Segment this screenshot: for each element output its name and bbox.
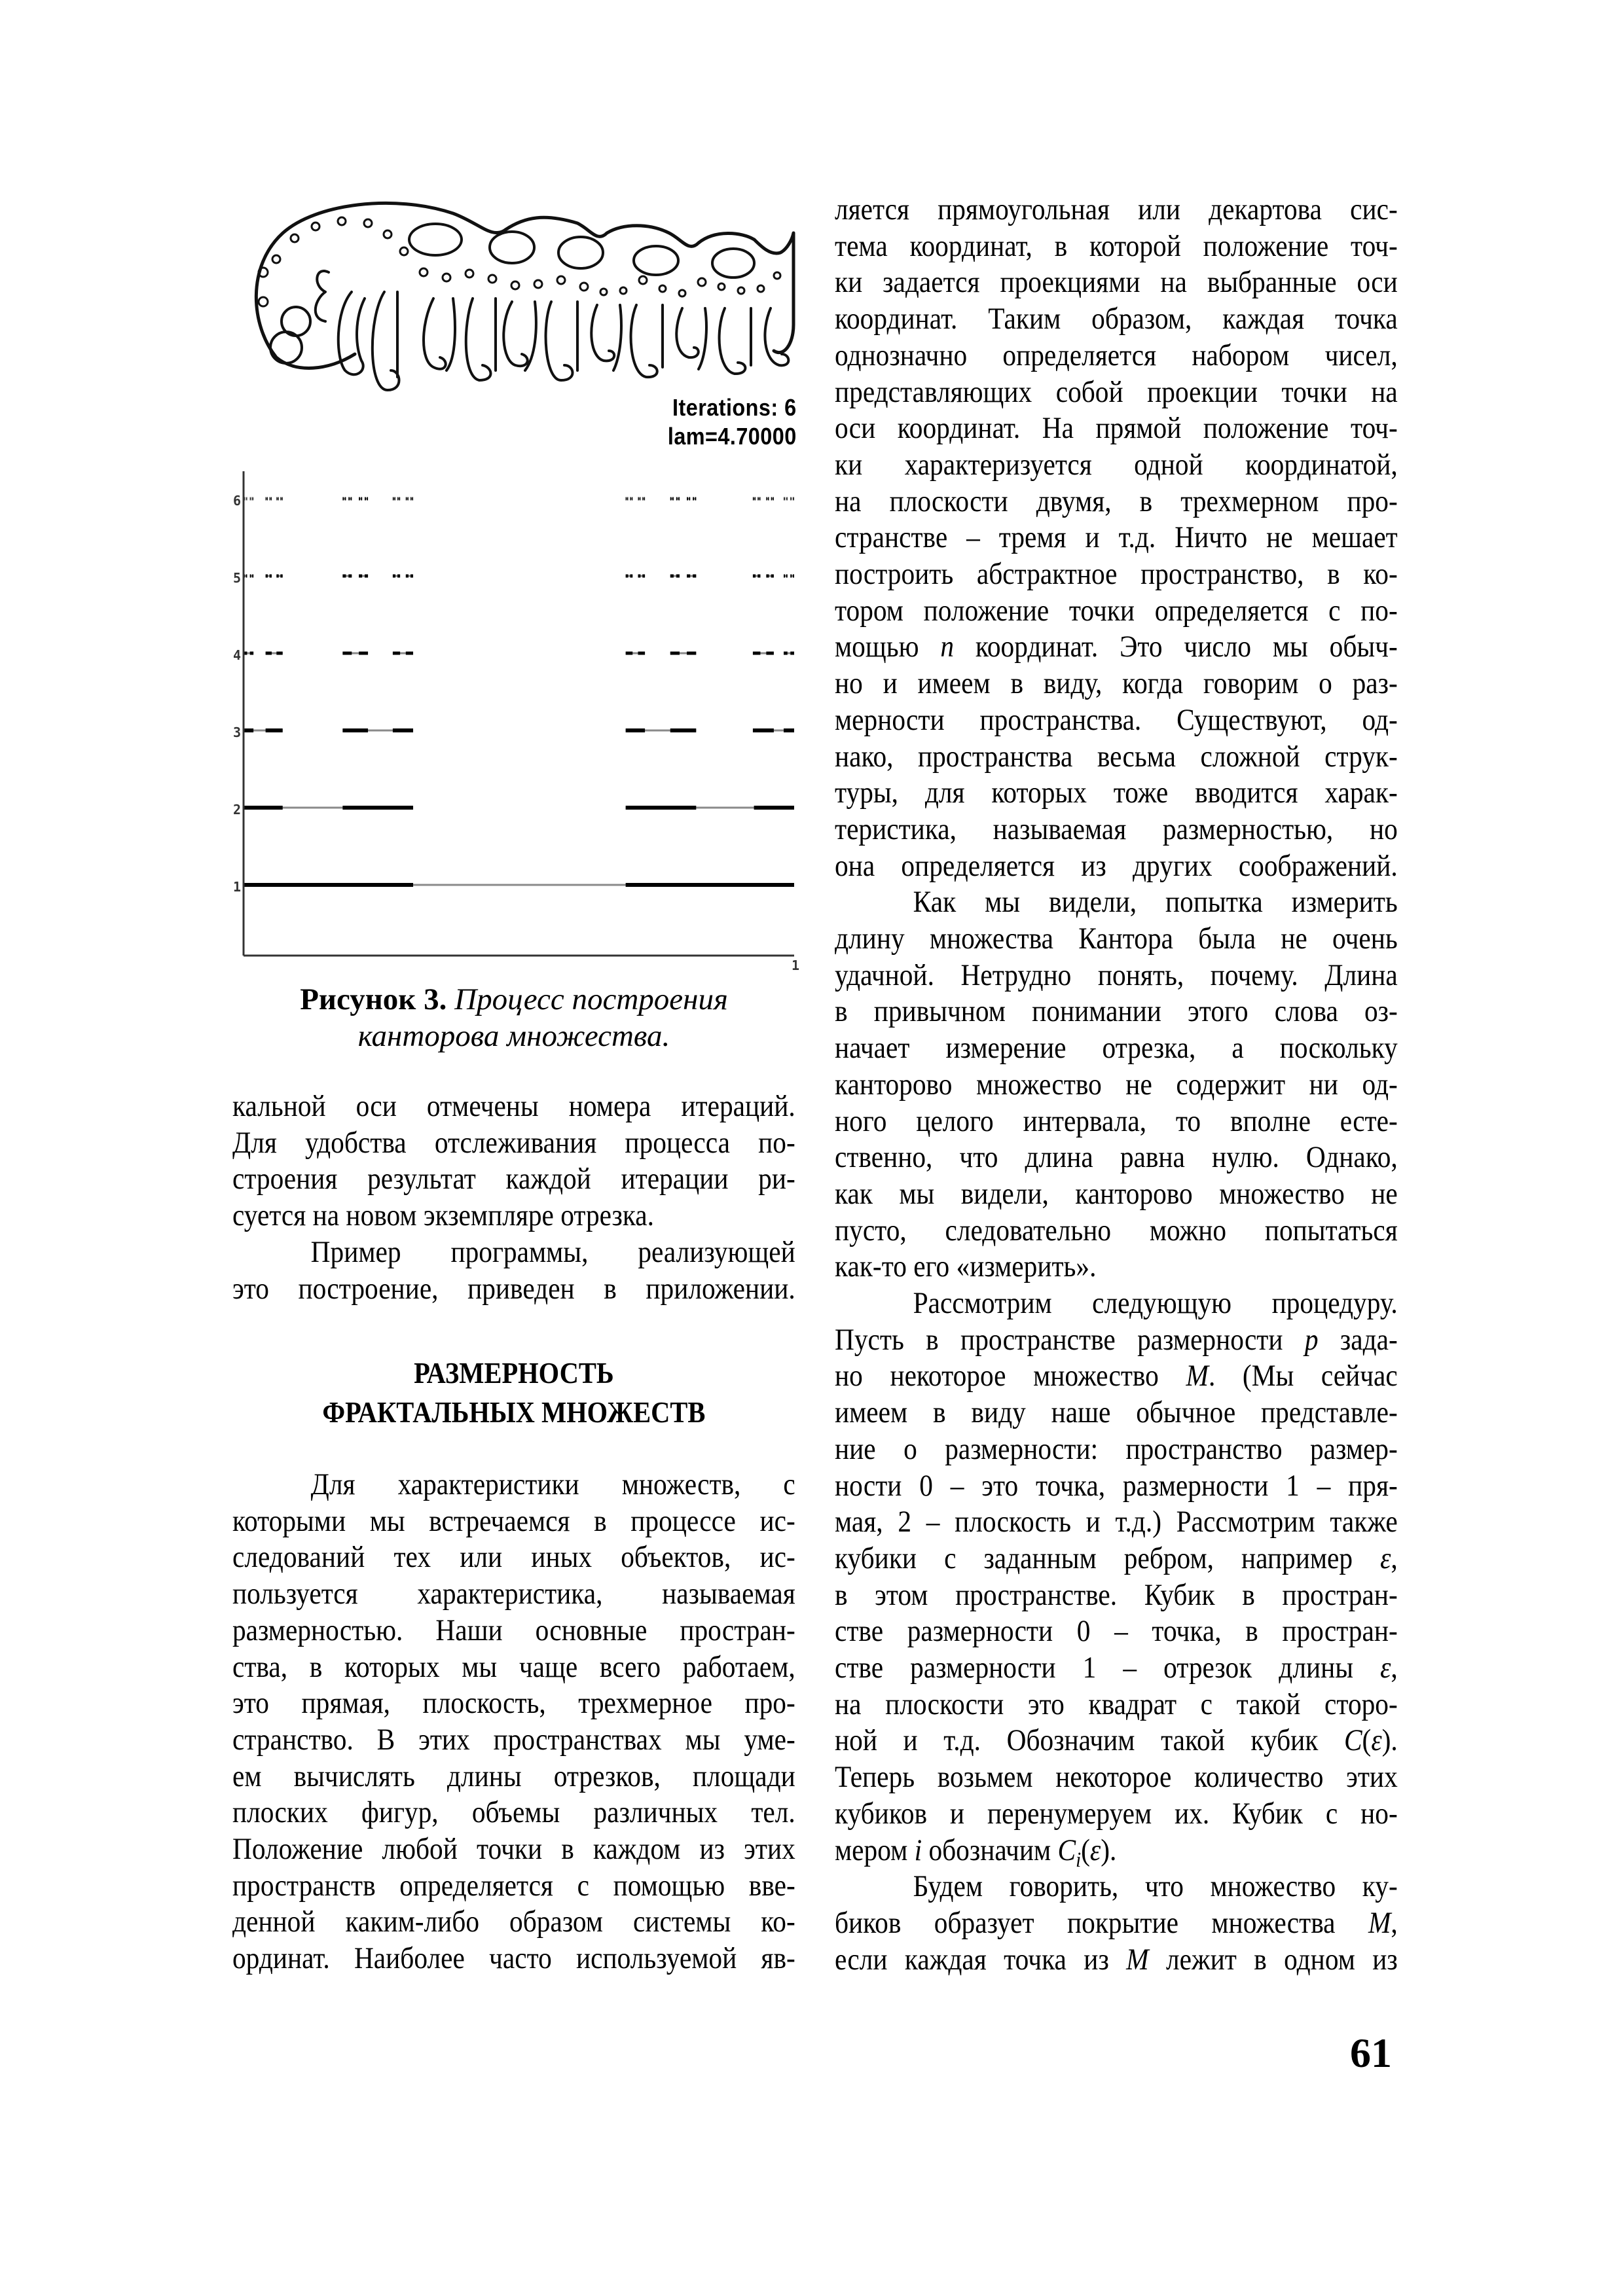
text-line-content <box>835 264 1398 300</box>
text-line-content <box>835 556 1398 592</box>
caption-text-line-2: канторова множества. <box>357 1019 670 1053</box>
text-segment: если каждая точка из <box>835 1942 1127 1977</box>
y-tick-label: 6 <box>233 493 242 509</box>
text-line <box>835 1103 1474 1139</box>
caterpillar-body-rings <box>270 224 754 363</box>
text-segment: ординат. Наиболее часто используемой яв- <box>232 1941 795 1976</box>
caption-text-line-1: Процесс построения <box>454 982 728 1016</box>
text-line-content <box>835 1795 1398 1832</box>
text-line <box>232 1234 872 1270</box>
text-line-content <box>835 1905 1398 1941</box>
text-segment: кальной оси отмечены номера итераций. <box>232 1089 795 1123</box>
text-segment: мая, 2 – плоскость и т.д.) Рассмотрим также <box>835 1505 1398 1539</box>
text-line <box>835 264 1474 300</box>
text-line-content <box>835 1722 1398 1759</box>
text-line <box>835 300 1474 337</box>
text-segment: как-то его «измерить». <box>835 1249 1097 1284</box>
text-segment: Пример программы, реализующей <box>310 1234 795 1269</box>
text-line-content <box>835 228 1398 264</box>
text-line-content <box>835 848 1398 884</box>
text-line <box>835 592 1474 629</box>
text-segment: пространств определяется с помощью вве- <box>232 1868 795 1903</box>
text-segment: строения результат каждой итерации ри- <box>232 1162 795 1196</box>
text-line-content <box>835 1321 1398 1358</box>
text-line <box>232 1160 872 1197</box>
text-line-content <box>232 1088 795 1124</box>
text-segment: координат. Таким образом, каждая точка <box>835 302 1398 336</box>
text-line-content <box>835 1686 1398 1723</box>
text-segment: Положение любой точки в каждом из этих <box>232 1832 795 1866</box>
text-line <box>232 1721 872 1758</box>
text-line-content <box>835 1394 1398 1431</box>
text-segment: ки задается проекциями на выбранные оси <box>835 265 1398 300</box>
text-segment: пусто, следовательно можно попытаться <box>835 1213 1398 1247</box>
text-line <box>835 738 1474 775</box>
caterpillar-body-outline <box>256 203 793 368</box>
math-symbol: ε <box>1089 1833 1101 1867</box>
text-segment: ственно, что длина равна нулю. Однако, <box>835 1140 1398 1175</box>
text-segment: Будем говорить, что множество ку- <box>913 1869 1398 1904</box>
text-segment: оси координат. На прямой положение точ- <box>835 411 1398 446</box>
text-line <box>835 556 1474 592</box>
text-line <box>835 1649 1474 1686</box>
text-segment: это прямая, плоскость, трехмерное про- <box>232 1686 795 1721</box>
math-symbol: ε <box>1371 1723 1382 1758</box>
text-line <box>835 1722 1474 1759</box>
text-line <box>835 702 1474 738</box>
text-line-content <box>835 1649 1398 1686</box>
text-line-content <box>232 1539 795 1575</box>
text-segment: лежит в одном из <box>1148 1942 1398 1977</box>
text-segment: удачной. Нетрудно понять, почему. Длина <box>835 958 1398 992</box>
text-segment: Пусть в пространстве размерности <box>835 1322 1305 1357</box>
text-line <box>835 665 1474 702</box>
text-line <box>835 1321 1474 1358</box>
y-tick-label: 3 <box>233 725 242 740</box>
text-line <box>835 410 1474 446</box>
text-segment: мощью <box>835 630 941 664</box>
text-line <box>835 1248 1474 1285</box>
text-line <box>835 628 1474 665</box>
text-segment: мерности пространства. Существуют, од- <box>835 702 1398 737</box>
text-line <box>835 1759 1474 1795</box>
text-line <box>232 1612 872 1649</box>
text-line-content <box>835 1467 1398 1504</box>
text-line <box>835 1503 1474 1540</box>
text-segment: канторово множество не содержит ни од- <box>835 1067 1398 1102</box>
text-segment: тором положение точки определяется с по- <box>835 593 1398 628</box>
text-line <box>835 1175 1474 1212</box>
text-segment: тема координат, в которой положение точ- <box>835 228 1398 263</box>
text-segment: , <box>1391 1651 1398 1685</box>
text-line <box>232 1685 872 1721</box>
math-symbol: ε <box>1380 1651 1391 1685</box>
text-line <box>835 884 1474 920</box>
text-line-content <box>835 1030 1398 1066</box>
x-tick-label: 1 <box>792 958 800 973</box>
text-line-content <box>835 957 1398 994</box>
tick-labels <box>233 493 799 973</box>
text-segment: ства, в которых мы чаще всего работаем, <box>232 1649 795 1684</box>
text-line-content <box>835 1941 1398 1978</box>
text-line <box>232 1758 872 1795</box>
text-segment: следований тех или иных объектов, ис- <box>232 1540 795 1575</box>
text-line <box>835 848 1474 884</box>
text-line-content <box>835 1285 1398 1321</box>
text-segment: странстве – тремя и т.д. Ничто не мешает <box>835 520 1398 555</box>
text-segment: которыми мы встречаемся в процессе ис- <box>232 1503 795 1538</box>
text-line-content <box>835 1357 1398 1394</box>
text-segment: денной каким-либо образом системы ко- <box>232 1905 795 1939</box>
text-line-content <box>232 1355 795 1391</box>
text-line-content <box>835 884 1398 920</box>
text-segment: ). <box>1381 1723 1398 1758</box>
text-segment: на плоскости это квадрат с такой сторо- <box>835 1687 1398 1721</box>
text-segment: длину множества Кантора была не очень <box>835 922 1398 956</box>
text-line <box>835 228 1474 264</box>
text-line-content <box>835 1503 1398 1540</box>
text-segment: представляющих собой проекции точки на <box>835 374 1398 409</box>
text-segment: ( <box>1362 1723 1372 1758</box>
text-segment: в этом пространстве. Кубик в простран- <box>835 1577 1398 1612</box>
math-symbol: i <box>914 1833 922 1867</box>
text-segment: плоских фигур, объемы различных тел. <box>232 1795 795 1830</box>
text-segment: размерностью. Наши основные простран- <box>232 1613 795 1647</box>
text-line <box>232 1088 872 1124</box>
text-segment: как мы видели, канторово множество не <box>835 1176 1398 1211</box>
text-line <box>835 1941 1474 1978</box>
text-line-content <box>835 1212 1398 1249</box>
text-line-content <box>835 993 1398 1030</box>
text-segment: ного целого интервала, то вполне есте- <box>835 1103 1398 1138</box>
math-symbol: ε <box>1380 1541 1391 1575</box>
text-line <box>835 1577 1474 1613</box>
text-line-content <box>835 1139 1398 1175</box>
y-tick-label: 5 <box>233 570 242 586</box>
text-segment: начает измерение отрезка, а поскольку <box>835 1031 1398 1066</box>
math-symbol: M <box>1186 1359 1209 1393</box>
math-symbol: M <box>1126 1942 1149 1977</box>
text-line-content <box>232 1197 795 1234</box>
text-line-content <box>232 1394 795 1431</box>
text-line-content <box>232 1270 795 1307</box>
text-line <box>232 1270 872 1307</box>
y-tick-label: 4 <box>233 647 242 663</box>
text-segment: суется на новом экземпляре отрезка. <box>232 1198 655 1233</box>
text-segment: она определяется из других соображений. <box>835 848 1398 883</box>
text-line <box>232 1903 872 1940</box>
page-number: 61 <box>1350 2030 1392 2076</box>
y-tick-label: 1 <box>233 879 242 895</box>
text-segment: ем вычислять длины отрезков, площади <box>232 1759 795 1793</box>
text-line-content <box>835 665 1398 702</box>
math-symbol: C <box>1057 1833 1076 1867</box>
text-line-content <box>835 1613 1398 1649</box>
text-line <box>835 1139 1474 1175</box>
text-line-content <box>835 374 1398 410</box>
text-line-content <box>835 519 1398 556</box>
text-segment: но некоторое множество <box>835 1359 1186 1393</box>
text-line <box>835 1212 1474 1249</box>
text-segment: Теперь возьмем некоторое количество этих <box>835 1760 1398 1795</box>
text-line-content <box>835 1577 1398 1613</box>
text-segment: это построение, приведен в приложении. <box>232 1271 795 1306</box>
text-segment: однозначно определяется набором чисел, <box>835 338 1398 372</box>
text-line <box>835 1540 1474 1577</box>
text-line <box>232 1575 872 1612</box>
text-line-content <box>232 1758 795 1795</box>
text-line <box>232 1124 872 1161</box>
text-line-content <box>232 1721 795 1758</box>
text-segment: ной и т.д. Обозначим такой кубик <box>835 1723 1344 1758</box>
text-line <box>835 1285 1474 1321</box>
text-line-content <box>835 920 1398 957</box>
text-line-content <box>835 1832 1398 1869</box>
text-line-content <box>232 1503 795 1539</box>
text-line <box>835 1686 1474 1723</box>
text-line <box>835 519 1474 556</box>
text-line <box>835 1613 1474 1649</box>
cantor-set-chart <box>216 458 818 982</box>
text-line-content <box>835 1868 1398 1905</box>
text-segment: странство. В этих пространствах мы уме- <box>232 1722 795 1757</box>
text-line-content <box>232 1234 795 1270</box>
text-line-content <box>232 1575 795 1612</box>
text-line-content <box>835 1103 1398 1139</box>
text-line <box>232 1831 872 1867</box>
text-segment: теристика, называемая размерностью, но <box>835 812 1398 846</box>
text-line-content <box>835 483 1398 520</box>
text-line-content <box>835 300 1398 337</box>
math-symbol: p <box>1304 1322 1319 1357</box>
text-segment: ки характеризуется одной координатой, <box>835 447 1398 482</box>
text-segment: в привычном понимании этого слова оз- <box>835 994 1398 1029</box>
iterations-label: Iterations: 6 <box>672 394 797 421</box>
text-line-content <box>835 1431 1398 1467</box>
text-line-content <box>835 410 1398 446</box>
cantor-segments <box>244 499 794 885</box>
text-line <box>835 1868 1474 1905</box>
text-line-content <box>835 592 1398 629</box>
text-segment: ( <box>1081 1833 1090 1867</box>
text-segment: ности 0 – это точка, размерности 1 – пря- <box>835 1468 1398 1503</box>
figure-caption <box>232 982 795 1017</box>
text-line <box>232 1649 872 1685</box>
text-line-content <box>835 1175 1398 1212</box>
text-line <box>835 1905 1474 1941</box>
text-line <box>835 957 1474 994</box>
text-line-content <box>232 1903 795 1940</box>
text-line-content <box>835 1540 1398 1577</box>
text-segment: но и имеем в виду, когда говорим о раз- <box>835 666 1398 701</box>
caption-figure-number: Рисунок 3. <box>300 982 447 1016</box>
text-line <box>835 1795 1474 1832</box>
math-symbol: n <box>940 630 954 664</box>
text-line <box>835 920 1474 957</box>
text-line <box>835 1394 1474 1431</box>
text-segment: имеем в виду наше обычное представле- <box>835 1395 1398 1430</box>
text-segment: стве размерности 1 – отрезок длины <box>835 1651 1381 1685</box>
text-line <box>835 1431 1474 1467</box>
text-segment: Рассмотрим следующую процедуру. <box>913 1286 1398 1320</box>
text-line-content <box>232 1466 795 1503</box>
text-segment: обозначим <box>922 1833 1058 1867</box>
caterpillar-legs <box>316 271 789 390</box>
text-segment: зада- <box>1318 1322 1398 1357</box>
text-line <box>232 1394 872 1431</box>
text-line-content <box>835 811 1398 848</box>
text-line-content <box>232 1124 795 1161</box>
text-line <box>232 1867 872 1904</box>
text-line-content <box>835 1248 1398 1285</box>
y-tick-label: 2 <box>233 802 242 817</box>
text-segment: кубиков и перенумеруем их. Кубик с но- <box>835 1796 1398 1831</box>
caterpillar-illustration <box>237 194 797 401</box>
text-segment: Для удобства отслеживания процесса по- <box>232 1125 795 1160</box>
text-segment: . (Мы сейчас <box>1208 1359 1398 1393</box>
text-segment: ФРАКТАЛЬНЫХ МНОЖЕСТВ <box>322 1395 706 1429</box>
text-line-content <box>232 1794 795 1831</box>
text-line <box>835 337 1474 374</box>
text-segment: построить абстрактное пространство, в ко- <box>835 557 1398 591</box>
text-line <box>835 1467 1474 1504</box>
text-line <box>835 191 1474 228</box>
text-segment: Для характеристики множеств, с <box>310 1467 795 1501</box>
text-segment: нако, пространства весьма сложной струк- <box>835 739 1398 774</box>
text-line <box>232 1794 872 1831</box>
text-segment: кубики с заданным ребром, например <box>835 1541 1381 1575</box>
text-line <box>232 1197 872 1234</box>
text-line-content <box>835 1066 1398 1103</box>
text-line-content <box>232 1612 795 1649</box>
text-segment: ). <box>1101 1833 1117 1867</box>
text-line-content <box>232 1160 795 1197</box>
text-segment: стве размерности 0 – точка, в простран- <box>835 1614 1398 1649</box>
text-segment: , <box>1391 1541 1398 1575</box>
text-segment: мером <box>835 1833 915 1867</box>
text-line <box>835 1832 1474 1869</box>
text-line <box>835 374 1474 410</box>
math-subscript: i <box>1076 1848 1082 1869</box>
figure-caption-continued <box>232 1018 795 1054</box>
text-segment: биков образует покрытие множества <box>835 1905 1368 1940</box>
text-line-content <box>232 1685 795 1721</box>
text-segment: на плоскости двумя, в трехмерном про- <box>835 484 1398 518</box>
text-line <box>835 446 1474 483</box>
text-line <box>835 811 1474 848</box>
text-line-content <box>835 191 1398 228</box>
text-line <box>232 1466 872 1503</box>
math-symbol: M <box>1368 1905 1391 1940</box>
text-line <box>835 483 1474 520</box>
text-line-content <box>835 774 1398 811</box>
text-line-content <box>835 1759 1398 1795</box>
text-segment: Как мы видели, попытка измерить <box>913 885 1398 920</box>
text-line <box>232 1940 872 1977</box>
text-line <box>835 1030 1474 1066</box>
text-line-content <box>835 337 1398 374</box>
text-line <box>835 1066 1474 1103</box>
math-symbol: C <box>1343 1723 1362 1758</box>
text-segment: ние о размерности: пространство размер- <box>835 1431 1398 1466</box>
text-line-content <box>835 738 1398 775</box>
text-line-content <box>232 1831 795 1867</box>
text-line <box>232 1539 872 1575</box>
text-line-content <box>835 446 1398 483</box>
text-segment: пользуется характеристика, называемая <box>232 1577 795 1611</box>
text-line <box>835 1357 1474 1394</box>
text-line-content <box>232 1867 795 1904</box>
text-segment: , <box>1391 1905 1398 1940</box>
text-line <box>835 993 1474 1030</box>
text-line-content <box>835 702 1398 738</box>
text-line <box>232 1355 872 1391</box>
text-segment: туры, для которых тоже вводится харак- <box>835 776 1398 810</box>
text-line <box>835 774 1474 811</box>
text-line-content <box>835 628 1398 665</box>
text-segment: РАЗМЕРНОСТЬ <box>414 1356 614 1390</box>
text-line-content <box>232 1649 795 1685</box>
text-line-content <box>232 1940 795 1977</box>
lam-label: lam=4.70000 <box>668 423 797 450</box>
text-segment: ляется прямоугольная или декартова сис- <box>835 192 1398 226</box>
text-line <box>232 1503 872 1539</box>
text-segment: координат. Это число мы обыч- <box>953 630 1398 664</box>
